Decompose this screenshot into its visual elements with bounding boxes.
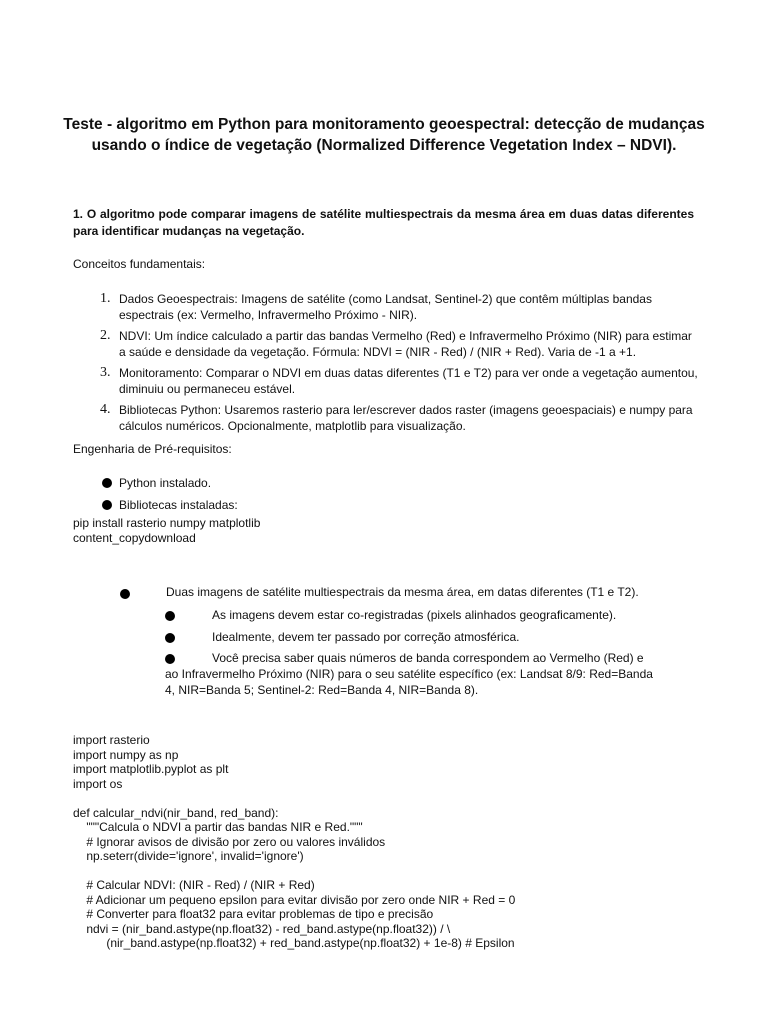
list-item — [73, 497, 238, 513]
pip-command-block — [73, 516, 260, 546]
list-item — [73, 475, 238, 491]
list-number: 4. — [100, 402, 111, 417]
list-item — [73, 402, 698, 434]
list-item-text: Monitoramento: Comparar o NDVI em duas datas diferentes (T1 e T2) para ver onde a vegetação aumentou, diminuiu ou permaneceu estável. — [119, 366, 698, 396]
image-subrequirement — [165, 629, 665, 645]
subrequirement-text: Você precisa saber quais números de banda correspondem ao Vermelho (Red) e ao Infravermelho Próximo (NIR) para o seu satélite específico (ex: Landsat 8/9: Red=Banda 4, NIR=Banda 5; Sentinel-2: Red=Banda 4, NIR=Banda 8). — [165, 651, 653, 697]
image-subrequirement — [165, 607, 665, 623]
subrequirement-text: As imagens devem estar co-registradas (pixels alinhados geograficamente). — [212, 608, 617, 622]
document-title: Teste - algoritmo em Python para monitoramento geoespectral: detecção de mudanças usando o índice de vegetação (Normalized Difference Vegetation Index – NDVI). — [63, 116, 705, 154]
list-item — [73, 328, 698, 360]
prereq-label: Engenharia de Pré-requisitos: — [73, 442, 232, 456]
pip-command: pip install rasterio numpy matplotlib — [73, 516, 261, 530]
bullet-dot-icon — [165, 654, 175, 664]
concepts-list — [73, 291, 698, 439]
images-requirement — [166, 584, 706, 600]
list-item-text: Python instalado. — [119, 476, 212, 490]
list-number: 1. — [100, 291, 111, 306]
bullet-dot-icon — [102, 478, 112, 488]
list-item — [73, 365, 698, 397]
section-1-heading: 1. O algoritmo pode comparar imagens de satélite multiespectrais da mesma área em duas datas diferentes para identificar mudanças na vegetação. — [73, 207, 694, 238]
list-item-text: Dados Geoespectrais: Imagens de satélite (como Landsat, Sentinel-2) que contêm múltiplas bandas espectrais (ex: Vermelho, Infravermelho Próximo - NIR). — [119, 292, 652, 322]
python-code-block: import rasterio import numpy as np import matplotlib.pyplot as plt import os def calcular_ndvi(nir_band, red_band): """Calcula o NDVI a partir das bandas NIR e Red.""" # Ignorar avisos de divisão por zero ou valores inválidos np.seterr(divide='ignore', invalid='ignore') # Calcular NDVI: (NIR - Red) / (NIR + Red) # Adicionar um pequeno epsilon para evitar divisão por zero onde NIR + Red = 0 # Converter para float32 para evitar problemas de tipo e precisão ndvi = (nir_band.astype(np.float32) - red_band.astype(np.float32)) / \ (nir_band.astype(np.float32) + red_band.astype(np.float32) + 1e-8) # Epsilon — [73, 733, 516, 950]
bullet-dot-icon — [102, 500, 112, 510]
bullet-dot-icon — [165, 611, 175, 621]
concepts-label: Conceitos fundamentais: — [73, 257, 206, 271]
list-number: 2. — [100, 328, 111, 343]
list-item-text: Bibliotecas Python: Usaremos rasterio para ler/escrever dados raster (imagens geoespaciais) e numpy para cálculos numéricos. Opcionalmente, matplotlib para visualização. — [119, 403, 693, 433]
prereq-bullet-list — [73, 475, 238, 519]
list-item-text: NDVI: Um índice calculado a partir das bandas Vermelho (Red) e Infravermelho Próximo (NIR) para estimar a saúde e densidade da vegetação. Fórmula: NDVI = (NIR - Red) / (NIR + Red). Varia de -1 a +1. — [119, 329, 692, 359]
list-item — [73, 291, 698, 323]
list-item-text: Bibliotecas instaladas: — [119, 498, 238, 512]
copy-download-label[interactable]: content_copydownload — [73, 531, 196, 545]
list-number: 3. — [100, 365, 111, 380]
bullet-dot-icon — [120, 589, 130, 599]
subrequirement-text: Idealmente, devem ter passado por correção atmosférica. — [212, 630, 520, 644]
images-requirement-text: Duas imagens de satélite multiespectrais da mesma área, em datas diferentes (T1 e T2). — [166, 585, 639, 599]
bullet-dot-icon — [165, 633, 175, 643]
image-subrequirement — [165, 650, 655, 698]
